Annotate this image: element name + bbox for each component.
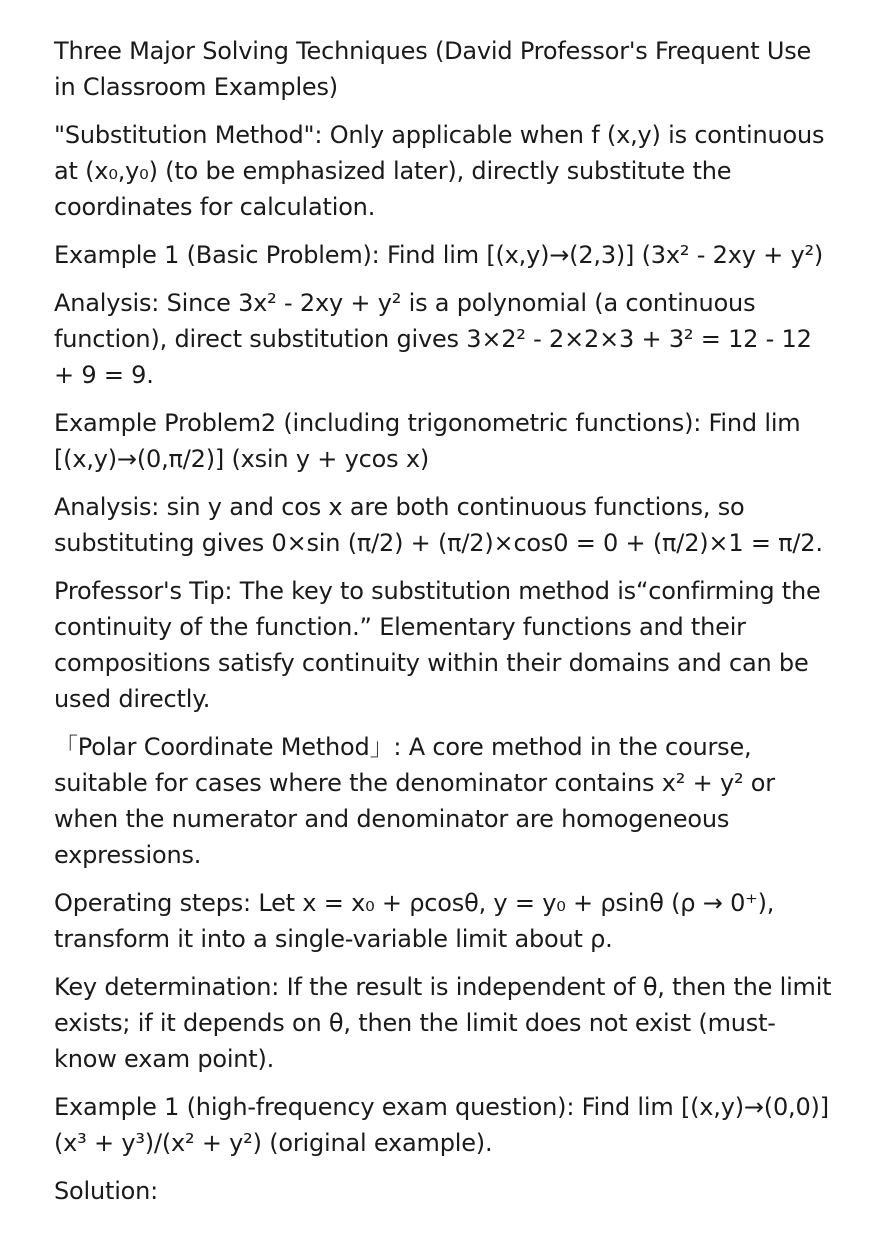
example-2-analysis: Analysis: sin y and cos x are both continuous functions, so substituting gives 0×sin (π/2) + (π/2)×cos0 = 0 + (π/2)×1 = π/2. bbox=[54, 493, 823, 557]
polar-coordinate-method: 「Polar Coordinate Method」: A core method in the course, suitable for cases where the denominator contains x² + y² or when the numerator and denominator are homogeneous expressions. bbox=[54, 733, 775, 869]
solution-label: Solution: bbox=[54, 1177, 159, 1205]
document-body bbox=[54, 33, 834, 1221]
example-1-basic: Example 1 (Basic Problem): Find lim [(x,y)→(2,3)] (3x² - 2xy + y²) bbox=[54, 241, 824, 269]
section-heading: Three Major Solving Techniques (David Professor's Frequent Use in Classroom Examples) bbox=[54, 37, 812, 101]
professor-tip: Professor's Tip: The key to substitution method is“confirming the continuity of the function.” Elementary functions and their compositions satisfy continuity within their domains and can be used directly. bbox=[54, 577, 821, 713]
example-2-trig: Example Problem2 (including trigonometric functions): Find lim [(x,y)→(0,π/2)] (xsin y + ycos x) bbox=[54, 409, 801, 473]
example-1-analysis: Analysis: Since 3x² - 2xy + y² is a polynomial (a continuous function), direct substitution gives 3×2² - 2×2×3 + 3² = 12 - 12 + 9 = 9. bbox=[54, 289, 812, 389]
substitution-method-definition: "Substitution Method": Only applicable when f (x,y) is continuous at (x₀,y₀) (to be emphasized later), directly substitute the coordinates for calculation. bbox=[54, 121, 825, 221]
polar-example-1: Example 1 (high-frequency exam question): Find lim [(x,y)→(0,0)] (x³ + y³)/(x² + y²) (original example). bbox=[54, 1093, 829, 1157]
key-determination: Key determination: If the result is independent of θ, then the limit exists; if it depends on θ, then the limit does not exist (must-know exam point). bbox=[54, 973, 832, 1073]
operating-steps: Operating steps: Let x = x₀ + ρcosθ, y = y₀ + ρsinθ (ρ → 0⁺), transform it into a single-variable limit about ρ. bbox=[54, 889, 775, 953]
